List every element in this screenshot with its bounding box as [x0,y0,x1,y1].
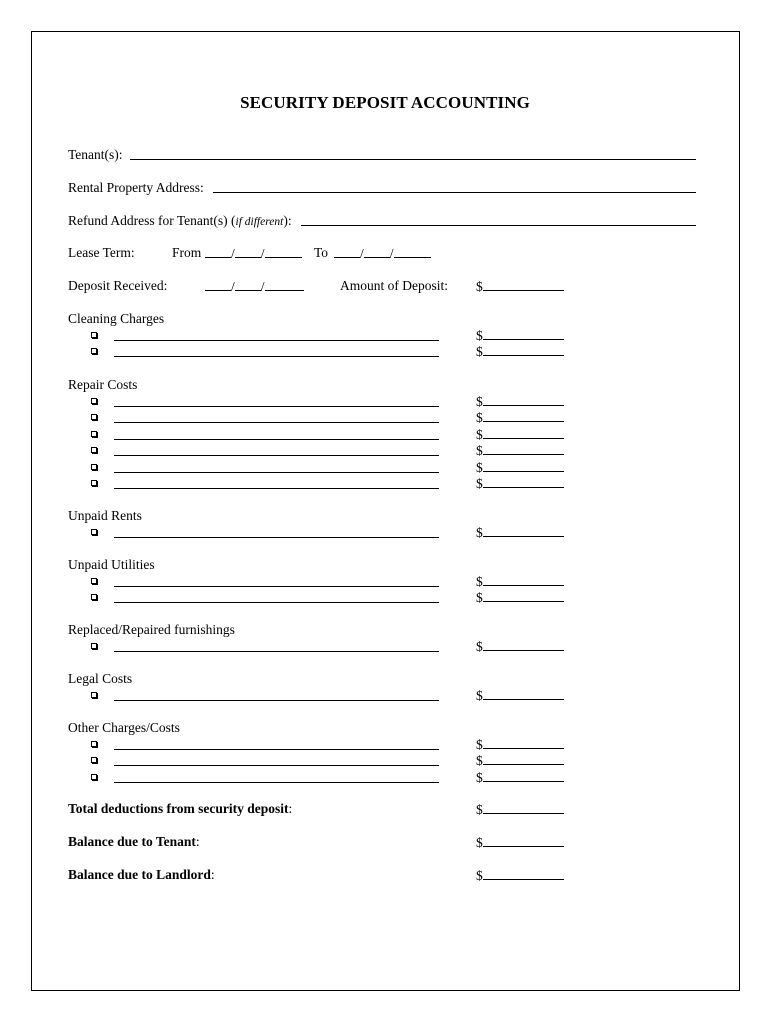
rental-address-label: Rental Property Address: [68,180,204,195]
charge-description-field[interactable] [114,651,439,652]
charge-amount-field[interactable] [476,459,564,476]
section-label: Unpaid Utilities [68,557,155,572]
form-title: SECURITY DEPOSIT ACCOUNTING [240,93,530,112]
charge-description-field[interactable] [114,586,439,587]
currency-symbol: $ [476,328,483,343]
amount-of-deposit-field[interactable]: $ [476,278,564,295]
checkbox[interactable] [91,529,97,535]
lease-to-label: To [314,245,329,260]
refund-address-field[interactable] [301,225,696,226]
charge-description-field[interactable] [114,340,439,341]
charge-description-field[interactable] [114,602,439,603]
section-label: Replaced/Repaired furnishings [68,622,235,637]
currency-symbol: $ [476,525,483,540]
checkbox[interactable] [91,692,97,698]
checkbox[interactable] [91,594,97,600]
section-label: Repair Costs [68,377,138,392]
section-label: Cleaning Charges [68,311,165,326]
charge-amount-field[interactable] [476,687,564,704]
charge-description-field[interactable] [114,472,439,473]
rental-address-field[interactable] [213,192,696,193]
currency-symbol: $ [476,590,483,606]
lease-to-date[interactable]: / / [334,245,431,262]
currency-symbol: $ [476,476,483,491]
deposit-received-label: Deposit Received: [68,278,168,293]
charge-description-field[interactable] [114,406,439,407]
charge-amount-field[interactable] [476,736,564,753]
deposit-received-date[interactable]: / / [205,278,304,295]
total-amount-field[interactable]: $ [476,867,564,884]
charge-amount-field[interactable] [476,343,564,360]
checkbox[interactable] [91,332,97,338]
currency-symbol: $ [476,753,483,769]
charge-amount-field[interactable] [476,769,564,786]
checkbox[interactable] [91,447,97,453]
charge-amount-field[interactable] [476,573,564,590]
currency-symbol: $ [476,639,483,654]
charge-amount-field[interactable] [476,327,564,344]
charge-description-field[interactable] [114,765,439,766]
lease-term-label: Lease Term: [68,245,135,260]
currency-symbol: $ [476,737,483,752]
charge-amount-field[interactable] [476,475,564,492]
total-label: Balance due to Tenant: [68,834,200,849]
charge-amount-field[interactable] [476,393,564,410]
lease-from-date[interactable]: / / [205,245,302,262]
charge-description-field[interactable] [114,488,439,489]
charge-description-field[interactable] [114,749,439,750]
lease-from-label: From [172,245,202,260]
charge-amount-field[interactable] [476,426,564,443]
checkbox[interactable] [91,741,97,747]
checkbox[interactable] [91,431,97,437]
charge-amount-field[interactable] [476,524,564,541]
total-label: Total deductions from security deposit: [68,801,293,816]
charge-description-field[interactable] [114,455,439,456]
currency-symbol: $ [476,769,483,785]
currency-symbol: $ [476,574,483,589]
currency-symbol: $ [476,426,483,442]
currency-symbol: $ [476,459,483,475]
tenants-label: Tenant(s): [68,147,123,162]
currency-symbol: $ [476,344,483,360]
checkbox[interactable] [91,757,97,763]
charge-description-field[interactable] [114,700,439,701]
refund-note: if different [235,216,284,228]
checkbox[interactable] [91,464,97,470]
charge-amount-field[interactable] [476,752,564,769]
charge-amount-field[interactable] [476,638,564,655]
section-label: Unpaid Rents [68,508,142,523]
charge-description-field[interactable] [114,537,439,538]
charge-description-field[interactable] [114,782,439,783]
amount-of-deposit-label: Amount of Deposit: [340,278,448,293]
checkbox[interactable] [91,578,97,584]
currency-symbol: $ [476,443,483,459]
charge-description-field[interactable] [114,439,439,440]
refund-address-label: Refund Address for Tenant(s) (if different): [68,213,292,228]
total-label: Balance due to Landlord: [68,867,215,882]
currency-symbol: $ [476,688,483,703]
charge-description-field[interactable] [114,422,439,423]
checkbox[interactable] [91,414,97,420]
charge-amount-field[interactable] [476,442,564,459]
currency-symbol: $ [476,394,483,409]
checkbox[interactable] [91,398,97,404]
total-amount-field[interactable]: $ [476,801,564,818]
checkbox[interactable] [91,643,97,649]
checkbox[interactable] [91,348,97,354]
charge-amount-field[interactable] [476,409,564,426]
charge-description-field[interactable] [114,356,439,357]
checkbox[interactable] [91,480,97,486]
currency-symbol: $ [476,410,483,426]
checkbox[interactable] [91,774,97,780]
charge-amount-field[interactable] [476,589,564,606]
tenants-field[interactable] [130,159,696,160]
total-amount-field[interactable]: $ [476,834,564,851]
section-label: Legal Costs [68,671,133,686]
section-label: Other Charges/Costs [68,720,180,735]
